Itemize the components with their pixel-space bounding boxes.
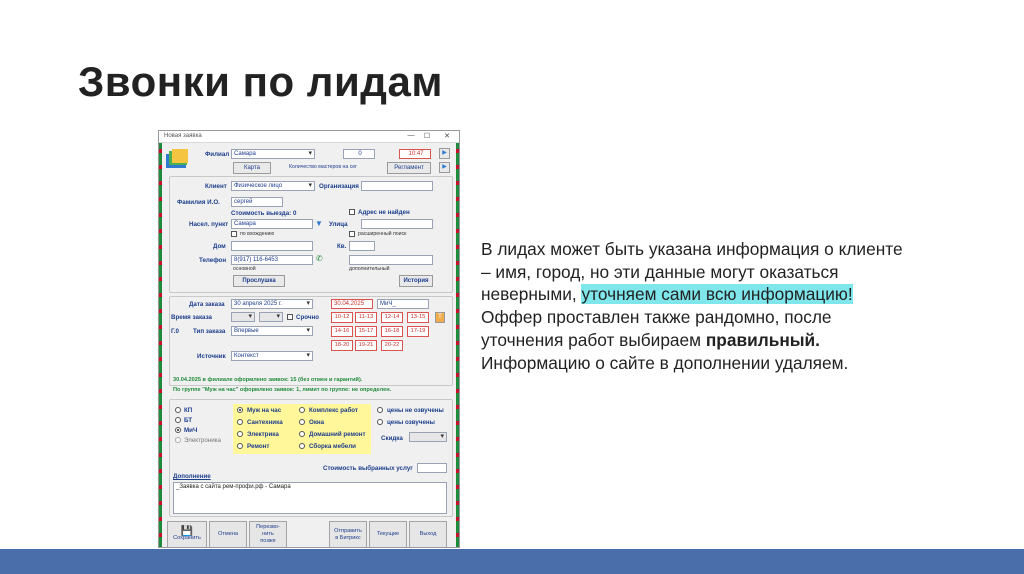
listen-button-label: Прослушка <box>242 278 276 284</box>
save-label: Сохранить <box>173 534 201 541</box>
paragraph-2-text: Оффер проставлен также рандомно, после уточнения работ выбираем <box>481 307 832 350</box>
offer-radio-furniture[interactable] <box>299 443 305 449</box>
addition-textarea[interactable]: _Заявка с сайта рем-профи.рф - Самара <box>173 482 447 514</box>
paragraph-1-text: В лидах может быть указана информация о клиенте – имя, город, но эти данные могут оказаться неверными, <box>481 239 903 305</box>
time-field[interactable]: 10:47 <box>399 149 431 159</box>
discount-label: Скидка <box>381 435 403 442</box>
client-type-select[interactable]: Физическое лицо ▾ <box>231 181 315 191</box>
time-slot-12-14[interactable]: 12-14 <box>381 312 403 323</box>
address-not-found-label: Адрес не найден <box>358 209 410 216</box>
window-title: Новая заявка <box>164 133 202 139</box>
maximize-icon[interactable]: ☐ <box>423 133 431 140</box>
map-button[interactable]: Карта <box>233 162 271 174</box>
time-slot-19-21[interactable]: 19-21 <box>355 340 377 351</box>
description-paragraph-1 <box>481 238 911 306</box>
order-date-label: Дата заказа <box>189 301 225 308</box>
history-button[interactable] <box>399 275 433 287</box>
discount-select[interactable] <box>409 432 447 442</box>
org-label: Организация <box>319 183 359 190</box>
group-stats-line: По группе "Муж на час" оформлено заявок: 1, лимит по группе: не определен. <box>173 387 392 393</box>
prices-voiced-label: цены озвучены <box>387 419 435 426</box>
address-not-found-checkbox[interactable] <box>349 209 355 215</box>
branch-select[interactable]: Самара ▾ <box>231 149 315 159</box>
group-radio-mich[interactable] <box>175 427 181 433</box>
time-slot-13-15[interactable]: 13-15 <box>407 312 429 323</box>
window-titlebar <box>159 131 459 143</box>
mich-box[interactable]: МиЧ_ <box>377 299 429 309</box>
group-label-electronics: Электроника <box>184 437 221 444</box>
order-time-label: Время заказа <box>171 314 212 321</box>
call-back-label-3: позже <box>260 538 276 544</box>
next-arrow-button[interactable]: ▶ <box>439 148 450 159</box>
cancel-label: Отмена <box>217 531 239 537</box>
minute-select[interactable] <box>259 312 283 322</box>
phone-main-input[interactable]: 8(917) 116-6453 <box>231 255 313 265</box>
cancel-button[interactable] <box>209 521 247 548</box>
exit-label: Выход <box>419 531 437 537</box>
left-stripe <box>159 143 162 548</box>
bitrix-label-1: Отправить <box>334 527 362 534</box>
street-input[interactable] <box>361 219 433 229</box>
source-label: Источник <box>197 353 226 360</box>
group-radio-bt[interactable] <box>175 417 181 423</box>
offer-radio-home-repair[interactable] <box>299 431 305 437</box>
save-button[interactable] <box>167 521 207 548</box>
order-group <box>169 296 453 386</box>
by-occurrence-label: по вхождению <box>240 231 275 237</box>
filter-icon[interactable]: ▼ <box>315 219 323 228</box>
counter-field[interactable]: 0 <box>343 149 375 159</box>
offer-label-repair: Ремонт <box>247 443 270 450</box>
prices-not-voiced-radio[interactable] <box>377 407 383 413</box>
description-paragraph-2 <box>481 306 911 351</box>
offer-label-furniture: Сборка мебели <box>309 443 356 450</box>
group-label-kp: КП <box>184 407 193 414</box>
close-icon[interactable]: ✕ <box>444 133 450 140</box>
offer-label-electrics: Электрика <box>247 431 279 438</box>
apt-input[interactable] <box>349 241 375 251</box>
time-slot-14-16[interactable]: 14-16 <box>331 326 353 337</box>
offer-radio-husband-for-hour[interactable] <box>237 407 243 413</box>
call-back-later-button[interactable] <box>249 521 287 548</box>
city-input[interactable]: Самара <box>231 219 313 229</box>
slide-title: Звонки по лидам <box>78 58 443 105</box>
urgent-label: Срочно <box>296 314 319 321</box>
offer-label-plumbing: Сантехника <box>247 419 283 426</box>
phone-extra-input[interactable] <box>349 255 433 265</box>
date-box[interactable]: 30.04.2025 <box>331 299 373 309</box>
group-label-bt: БТ <box>184 417 193 424</box>
offer-label-complex: Комплекс работ <box>309 407 358 414</box>
folders-icon <box>164 148 190 170</box>
regulations-button[interactable]: Регламент <box>387 162 431 174</box>
right-stripe <box>456 143 459 548</box>
source-select[interactable]: Контекст ▾ <box>231 351 313 361</box>
g-label: Г.0 <box>171 328 179 335</box>
description-paragraph-3: Информацию о сайте в дополнении удаляем. <box>481 352 849 373</box>
prices-voiced-radio[interactable] <box>377 419 383 425</box>
client-label: Клиент <box>205 183 227 190</box>
time-slot-20-22[interactable]: 20-22 <box>381 340 403 351</box>
next-arrow-button-2[interactable]: ▶ <box>439 162 450 173</box>
history-button-label: История <box>403 278 429 284</box>
offer-radio-repair[interactable] <box>237 443 243 449</box>
offer-radio-complex[interactable] <box>299 407 305 413</box>
current-button[interactable] <box>369 521 407 548</box>
offer-label-home-repair: Домашний ремонт <box>309 431 366 438</box>
phone-call-icon[interactable]: ✆ <box>316 254 323 263</box>
call-back-label-2: нить <box>262 531 274 537</box>
branch-stats-line: 30.04.2025 в филиале оформлено заявок: 15 (без отмен и гарантий). <box>173 377 363 383</box>
slide-description <box>481 238 911 374</box>
time-slot-10-12[interactable]: 10-12 <box>331 312 353 323</box>
trip-cost: Стоимость выезда: 0 <box>231 210 297 217</box>
extended-search-checkbox[interactable] <box>349 231 355 237</box>
paragraph-2-end: . <box>815 329 820 350</box>
offer-radio-windows[interactable] <box>299 419 305 425</box>
prices-not-voiced-label: цены не озвучены <box>387 407 444 414</box>
city-label: Насел. пункт <box>189 221 229 228</box>
extended-search-label: расширенный поиск <box>358 231 407 237</box>
street-label: Улица <box>329 221 348 228</box>
by-occurrence-checkbox[interactable] <box>231 231 237 237</box>
time-slot-17-19[interactable]: 17-19 <box>407 326 429 337</box>
group-radio-electronics[interactable] <box>175 437 181 443</box>
services-cost-input[interactable] <box>417 463 447 473</box>
slide-bottom-bar <box>0 549 1024 574</box>
house-input[interactable] <box>231 241 313 251</box>
house-label: Дом <box>213 243 226 250</box>
apt-label: Кв. <box>337 243 347 250</box>
time-slot-16-18[interactable]: 16-18 <box>381 326 403 337</box>
phone-extra-caption: дополнительный <box>349 266 390 272</box>
offer-label-windows: Окна <box>309 419 325 426</box>
phone-label: Телефон <box>199 257 227 264</box>
order-date-picker[interactable]: 30 апреля 2025 г. ▾ <box>231 299 313 309</box>
order-type-label: Тип заказа <box>193 328 226 335</box>
hour-select[interactable] <box>231 312 255 322</box>
name-label: Фамилия И.О. <box>177 199 220 206</box>
order-window <box>158 130 460 548</box>
masters-label: Количество мастеров на сег <box>289 164 358 170</box>
time-slot-15-17[interactable]: 15-17 <box>355 326 377 337</box>
send-to-bitrix-button[interactable] <box>329 521 367 548</box>
listen-button[interactable] <box>233 275 285 287</box>
services-cost-label: Стоимость выбранных услуг <box>323 465 413 472</box>
t-button[interactable]: Т <box>435 312 445 323</box>
offer-label-husband-for-hour: Муж на час <box>247 407 282 414</box>
time-slot-18-20[interactable]: 18-20 <box>331 340 353 351</box>
group-radio-kp[interactable] <box>175 407 181 413</box>
addition-label: Дополнение <box>173 473 211 480</box>
org-input[interactable] <box>361 181 433 191</box>
save-icon: 💾 <box>180 525 194 537</box>
branch-label: Филиал <box>205 151 230 158</box>
group-label-mich: МиЧ <box>184 427 198 434</box>
offer-radio-plumbing[interactable] <box>237 419 243 425</box>
offer-radio-electrics[interactable] <box>237 431 243 437</box>
call-back-label-1: Перезво- <box>256 524 280 530</box>
phone-main-caption: основной <box>233 266 256 272</box>
current-label: Текущие <box>376 531 400 537</box>
order-type-select[interactable]: Впервые ▾ <box>231 326 313 336</box>
minimize-icon[interactable]: — <box>407 132 415 139</box>
exit-button[interactable] <box>409 521 447 548</box>
urgent-checkbox[interactable] <box>287 314 293 320</box>
time-slot-11-13[interactable]: 11-13 <box>355 312 377 323</box>
bitrix-label-2: в Битрикс <box>335 534 361 541</box>
paragraph-1-highlight: уточняем сами всю информацию! <box>581 284 853 305</box>
paragraph-2-bold: правильный <box>705 329 816 350</box>
name-input[interactable]: сергей <box>231 197 283 207</box>
